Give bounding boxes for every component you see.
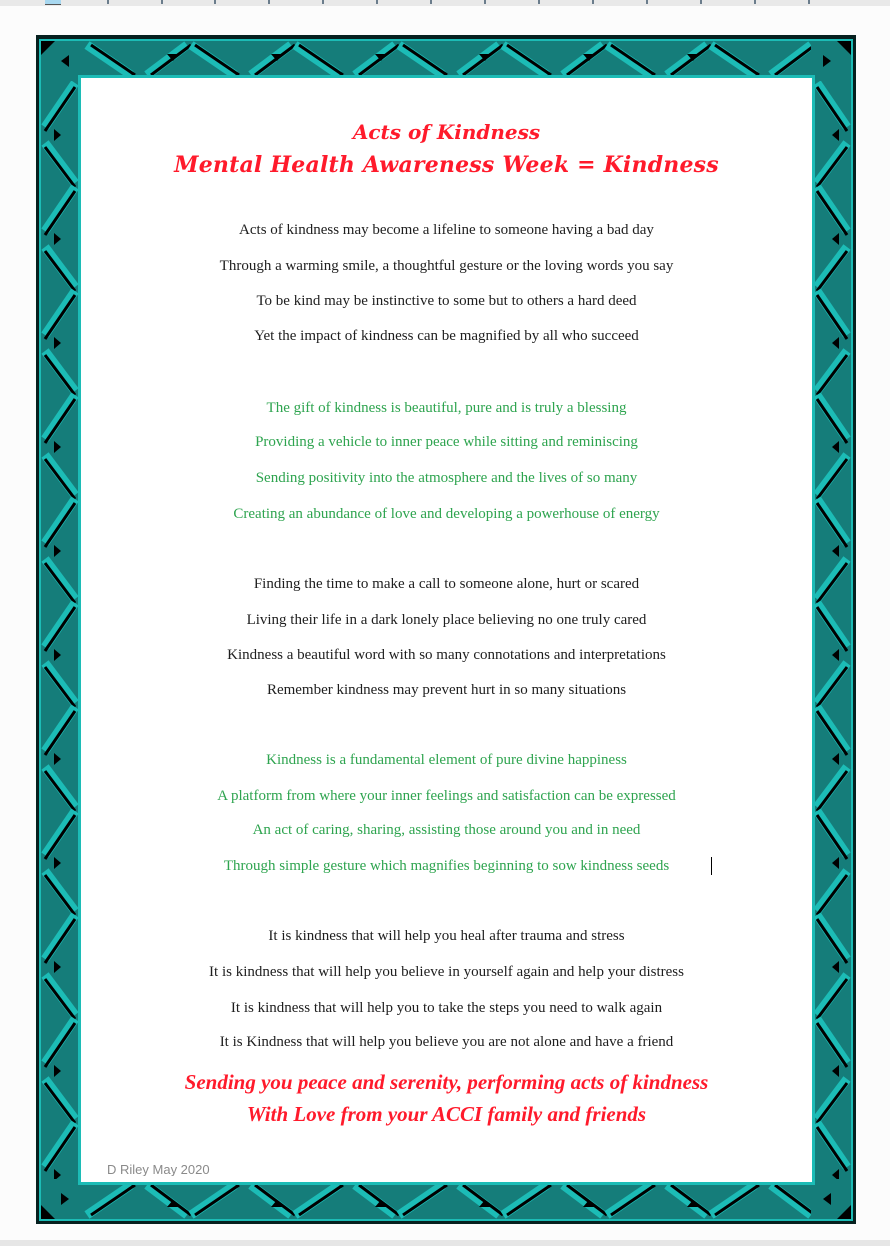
poem-line: Living their life in a dark lonely place believing no one truly cared	[246, 612, 647, 628]
document-title: Acts of Kindness	[352, 120, 541, 144]
poem-line: It is Kindness that will help you believe you are not alone and have a friend	[219, 1034, 674, 1050]
ruler-tick	[214, 0, 216, 4]
poem-line: It is kindness that will help you to take the steps you need to walk again	[230, 1000, 663, 1016]
poem-line: It is kindness that will help you believe in yourself again and help your distress	[209, 964, 684, 980]
poem-line: Creating an abundance of love and developing a powerhouse of energy	[233, 506, 660, 522]
document-subtitle: Mental Health Awareness Week = Kindness	[174, 152, 719, 178]
ruler-tick	[376, 0, 378, 4]
ruler-tick	[484, 0, 486, 4]
poem-line: Yet the impact of kindness can be magnified by all who succeed	[254, 328, 639, 344]
poem-line: An act of caring, sharing, assisting those around you and in need	[252, 822, 641, 838]
poem-line: Kindness is a fundamental element of pure divine happiness	[266, 752, 627, 768]
status-strip	[0, 1240, 890, 1246]
horizontal-ruler[interactable]	[0, 0, 890, 6]
ruler-tick	[592, 0, 594, 4]
author-signature: D Riley May 2020	[107, 1162, 210, 1176]
ruler-tick	[107, 0, 109, 4]
closing-line: With Love from your ACCI family and friends	[246, 1102, 647, 1126]
ruler-tick	[430, 0, 432, 4]
poem-line: The gift of kindness is beautiful, pure and is truly a blessing	[266, 400, 627, 416]
ruler-tick	[754, 0, 756, 4]
poem-line: Providing a vehicle to inner peace while sitting and reminiscing	[255, 434, 638, 450]
poem-line: Through simple gesture which magnifies beginning to sow kindness seeds	[223, 858, 670, 874]
poem-line: Acts of kindness may become a lifeline to someone having a bad day	[239, 222, 654, 238]
ruler-tick	[808, 0, 810, 4]
ruler-tick	[268, 0, 270, 4]
document-page[interactable]	[81, 78, 812, 1182]
poem-line: Sending positivity into the atmosphere and the lives of so many	[255, 470, 638, 486]
poem-line: Finding the time to make a call to someone alone, hurt or scared	[253, 576, 640, 592]
ruler-tick	[538, 0, 540, 4]
closing-line: Sending you peace and serenity, performing acts of kindness	[184, 1070, 709, 1094]
text-cursor	[711, 857, 712, 875]
ruler-tick	[322, 0, 324, 4]
ruler-tick	[161, 0, 163, 4]
poem-line: Remember kindness may prevent hurt in so many situations	[266, 682, 627, 698]
ruler-tick	[700, 0, 702, 4]
ruler-tick	[646, 0, 648, 4]
poem-line: A platform from where your inner feelings and satisfaction can be expressed	[217, 788, 676, 804]
indent-marker[interactable]	[45, 0, 61, 5]
poem-line: It is kindness that will help you heal after trauma and stress	[268, 928, 625, 944]
poem-line: Through a warming smile, a thoughtful gesture or the loving words you say	[219, 258, 674, 274]
poem-line: Kindness a beautiful word with so many connotations and interpretations	[227, 647, 666, 663]
poem-line: To be kind may be instinctive to some but to others a hard deed	[256, 293, 637, 309]
